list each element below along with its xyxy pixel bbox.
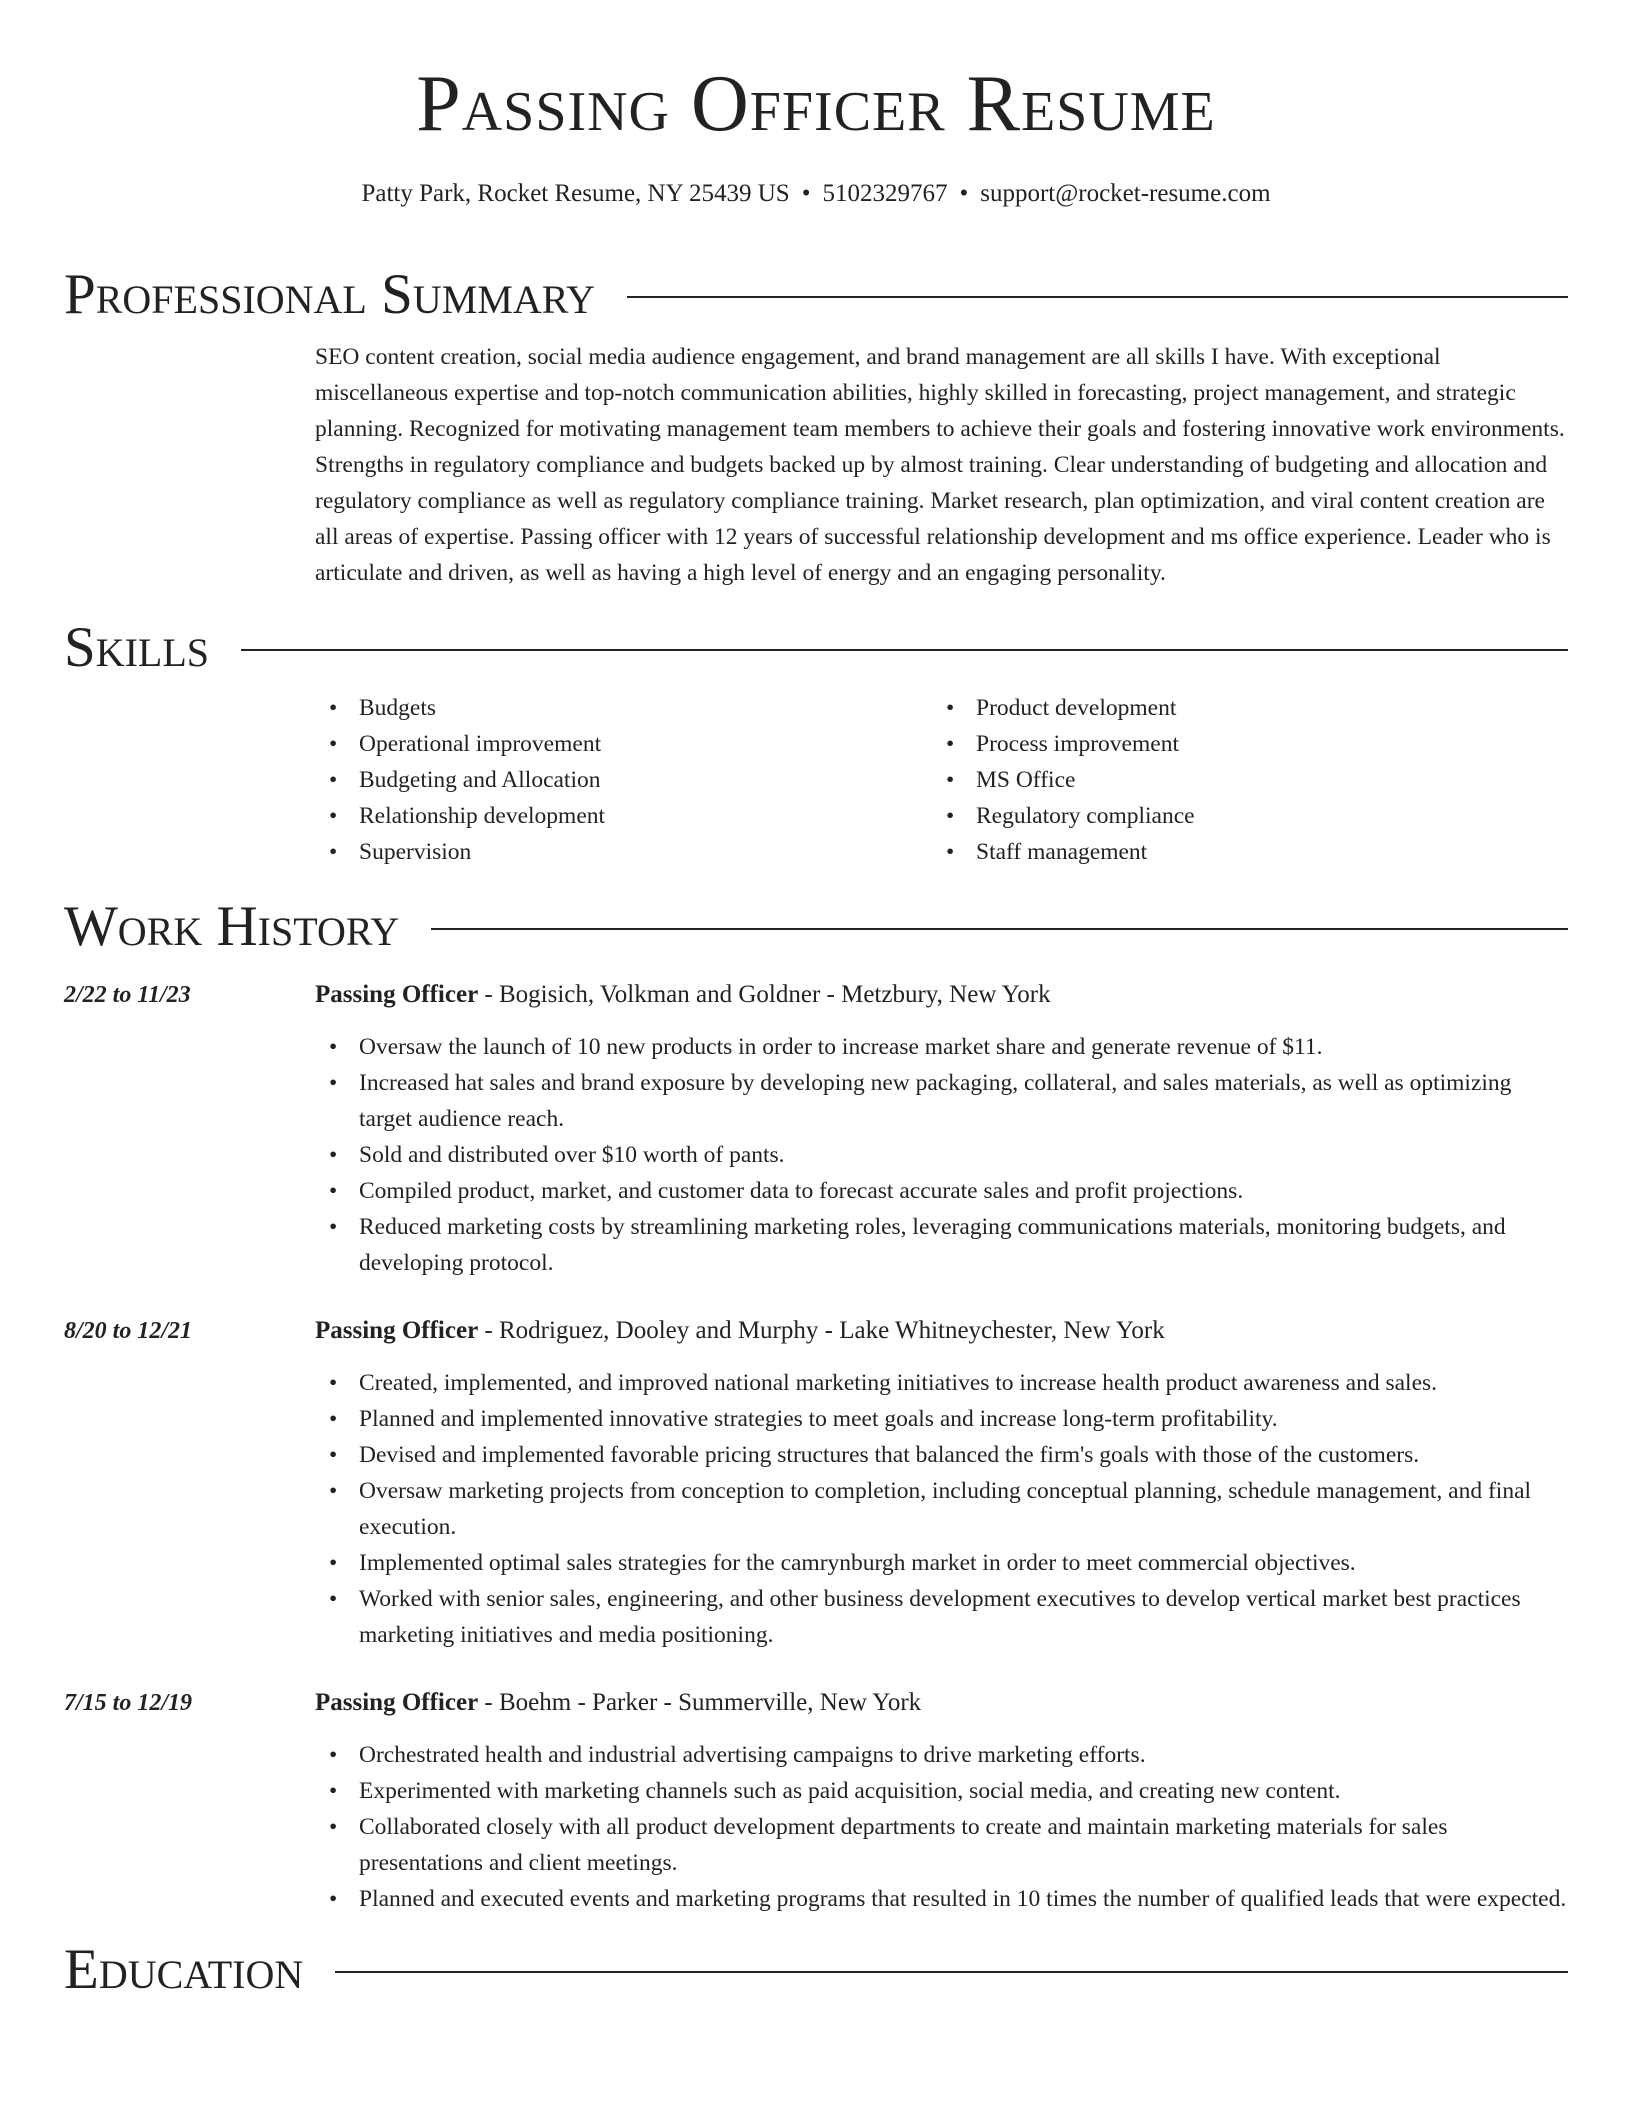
job-dates: 8/20 to 12/21 — [64, 1318, 193, 1344]
section-divider — [431, 928, 1568, 930]
job-bullet: • Devised and implemented favorable pricing structures that balanced the firm's goals with those of the customers. — [315, 1437, 1568, 1473]
job-body — [315, 977, 1568, 1281]
job-bullet: • Oversaw marketing projects from conception to completion, including conceptual planning, schedule management, and final execution. — [315, 1473, 1568, 1545]
job-bullet: • Implemented optimal sales strategies for the camrynburgh market in order to meet commercial objectives. — [315, 1545, 1568, 1581]
job-bullets — [315, 1737, 1568, 1917]
job-employer: - Boehm - Parker - Summerville, New York — [478, 1689, 922, 1716]
skill-item: • MS Office — [932, 762, 1549, 798]
skills-list — [315, 690, 1568, 870]
skill-item: • Product development — [932, 690, 1549, 726]
skill-item: • Relationship development — [315, 798, 932, 834]
section-divider — [241, 649, 1568, 651]
resume-page — [64, 0, 1568, 2001]
summary-text: SEO content creation, social media audience engagement, and brand management are all skills I have. With exceptional miscellaneous expertise and top-notch communication abilities, highly skilled in forecasting, project management, and strategic planning. Recognized for motivating management team members to achieve their goals and fostering innovative work environments. Strengths in regulatory compliance and budgets backed up by almost training. Clear understanding of budgeting and allocation and regulatory compliance as well as regulatory compliance training. Market research, plan optimization, and viral content creation are all areas of expertise. Passing officer with 12 years of successful relationship development and ms office experience. Leader who is articulate and driven, as well as having a high level of energy and an engaging personality. — [315, 344, 1565, 586]
skill-item: • Staff management — [932, 834, 1549, 870]
job-bullet: • Planned and executed events and marketing programs that resulted in 10 times the number of qualified leads that were expected. — [315, 1881, 1568, 1917]
work-heading: Work History — [64, 895, 400, 958]
skills-section-header — [64, 616, 1568, 679]
section-divider — [335, 1971, 1568, 1973]
summary-section-header — [64, 263, 1568, 326]
skill-item: • Process improvement — [932, 726, 1549, 762]
job-dates: 7/15 to 12/19 — [64, 1690, 193, 1716]
job-heading — [315, 977, 1568, 1013]
job-bullets — [315, 1365, 1568, 1653]
skill-item: • Budgeting and Allocation — [315, 762, 932, 798]
job-entry — [64, 1685, 1568, 1917]
education-heading: Education — [64, 1938, 304, 2001]
skill-item: • Regulatory compliance — [932, 798, 1549, 834]
job-employer: - Rodriguez, Dooley and Murphy - Lake Whitneychester, New York — [478, 1317, 1165, 1344]
job-bullet: • Compiled product, market, and customer data to forecast accurate sales and profit projections. — [315, 1173, 1568, 1209]
summary-heading: Professional Summary — [64, 263, 596, 326]
skills-column-right — [932, 690, 1549, 870]
education-section-header — [64, 1938, 1568, 2001]
contact-address: Patty Park, Rocket Resume, NY 25439 US — [361, 180, 790, 207]
contact-separator: • — [959, 180, 969, 207]
job-bullet: • Planned and implemented innovative strategies to meet goals and increase long-term profitability. — [315, 1401, 1568, 1437]
job-title: Passing Officer — [315, 981, 479, 1008]
job-body — [315, 1313, 1568, 1653]
skill-item: • Operational improvement — [315, 726, 932, 762]
job-bullet: • Sold and distributed over $10 worth of pants. — [315, 1137, 1568, 1173]
skill-item: • Budgets — [315, 690, 932, 726]
job-dates: 2/22 to 11/23 — [64, 982, 191, 1008]
job-title: Passing Officer — [315, 1689, 479, 1716]
job-entry — [64, 1313, 1568, 1653]
contact-separator: • — [801, 180, 811, 207]
job-bullets — [315, 1029, 1568, 1281]
job-title: Passing Officer — [315, 1317, 479, 1344]
job-bullet: • Increased hat sales and brand exposure by developing new packaging, collateral, and sales materials, as well as optimizing target audience reach. — [315, 1065, 1568, 1137]
job-bullet: • Worked with senior sales, engineering, and other business development executives to develop vertical market best practices marketing initiatives and media positioning. — [315, 1581, 1568, 1653]
contact-email: support@rocket-resume.com — [980, 180, 1271, 207]
job-bullet: • Collaborated closely with all product development departments to create and maintain marketing materials for sales presentations and client meetings. — [315, 1809, 1568, 1881]
job-bullet: • Oversaw the launch of 10 new products in order to increase market share and generate revenue of $11. — [315, 1029, 1568, 1065]
work-section-header — [64, 895, 1568, 958]
job-bullet: • Orchestrated health and industrial advertising campaigns to drive marketing efforts. — [315, 1737, 1568, 1773]
job-bullet: • Reduced marketing costs by streamlining marketing roles, leveraging communications materials, monitoring budgets, and developing protocol. — [315, 1209, 1568, 1281]
job-heading — [315, 1313, 1568, 1349]
skill-item: • Supervision — [315, 834, 932, 870]
job-employer: - Bogisich, Volkman and Goldner - Metzbury, New York — [478, 981, 1051, 1008]
job-bullet: • Experimented with marketing channels such as paid acquisition, social media, and creating new content. — [315, 1773, 1568, 1809]
contact-phone: 5102329767 — [822, 180, 948, 207]
section-divider — [627, 296, 1568, 298]
contact-line — [64, 180, 1568, 208]
job-heading — [315, 1685, 1568, 1721]
skills-heading: Skills — [64, 616, 210, 679]
resume-title: Passing Officer Resume — [416, 60, 1216, 148]
skills-column-left — [315, 690, 932, 870]
job-entry — [64, 977, 1568, 1281]
job-body — [315, 1685, 1568, 1917]
job-bullet: • Created, implemented, and improved national marketing initiatives to increase health product awareness and sales. — [315, 1365, 1568, 1401]
